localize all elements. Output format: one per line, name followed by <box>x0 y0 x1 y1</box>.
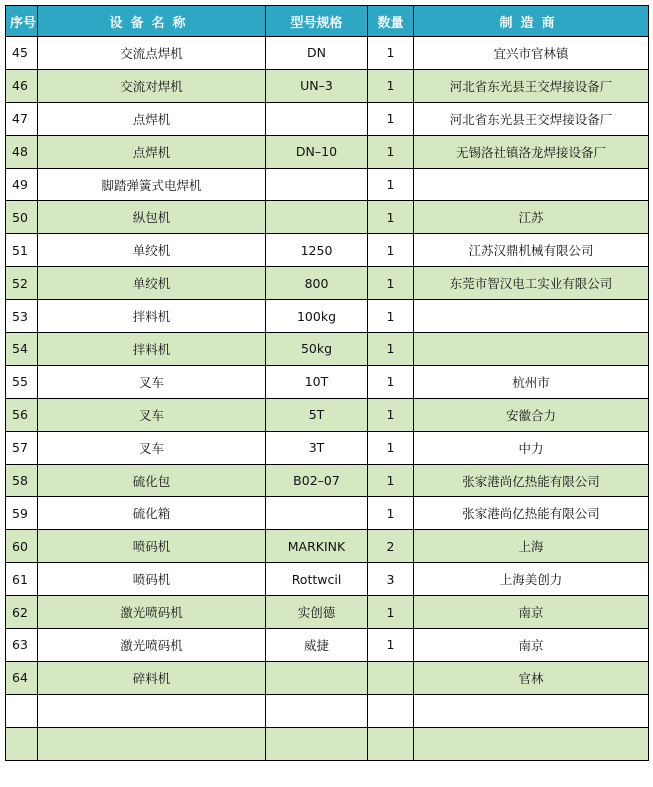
cell-maker <box>414 727 649 760</box>
cell-seq: 45 <box>6 37 38 70</box>
cell-name: 点焊机 <box>38 135 266 168</box>
header-maker: 制造商 <box>414 6 649 37</box>
table-row <box>6 365 649 398</box>
cell-maker: 安徽合力 <box>414 398 649 431</box>
cell-maker: 南京 <box>414 596 649 629</box>
cell-model <box>266 661 368 694</box>
cell-seq: 47 <box>6 102 38 135</box>
cell-name: 叉车 <box>38 431 266 464</box>
table-row <box>6 333 649 366</box>
cell-qty: 1 <box>368 37 414 70</box>
cell-maker: 江苏汉鼎机械有限公司 <box>414 234 649 267</box>
cell-maker: 宜兴市官林镇 <box>414 37 649 70</box>
cell-name: 喷码机 <box>38 530 266 563</box>
cell-name: 激光喷码机 <box>38 596 266 629</box>
cell-maker: 河北省东光县王交焊接设备厂 <box>414 102 649 135</box>
cell-maker: 杭州市 <box>414 365 649 398</box>
cell-seq: 55 <box>6 365 38 398</box>
table-row <box>6 497 649 530</box>
table-row <box>6 201 649 234</box>
cell-maker <box>414 300 649 333</box>
header-qty: 数量 <box>368 6 414 37</box>
cell-qty <box>368 694 414 727</box>
cell-model: DN <box>266 37 368 70</box>
cell-model: B02–07 <box>266 464 368 497</box>
cell-maker: 河北省东光县王交焊接设备厂 <box>414 69 649 102</box>
cell-model: 100kg <box>266 300 368 333</box>
cell-name: 激光喷码机 <box>38 629 266 662</box>
cell-name <box>38 727 266 760</box>
cell-model: 800 <box>266 267 368 300</box>
cell-qty: 1 <box>368 398 414 431</box>
cell-maker: 张家港尚亿热能有限公司 <box>414 497 649 530</box>
cell-qty <box>368 661 414 694</box>
table-row <box>6 135 649 168</box>
cell-maker: 中力 <box>414 431 649 464</box>
cell-seq: 56 <box>6 398 38 431</box>
header-name: 设备名称 <box>38 6 266 37</box>
table-body <box>6 37 649 761</box>
cell-qty: 1 <box>368 168 414 201</box>
table-row <box>6 267 649 300</box>
table-row <box>6 168 649 201</box>
cell-qty: 3 <box>368 563 414 596</box>
cell-model: 1250 <box>266 234 368 267</box>
table-row <box>6 661 649 694</box>
table-row <box>6 398 649 431</box>
cell-name: 硫化包 <box>38 464 266 497</box>
cell-model <box>266 168 368 201</box>
cell-seq: 49 <box>6 168 38 201</box>
table-row <box>6 102 649 135</box>
cell-seq: 57 <box>6 431 38 464</box>
cell-qty: 1 <box>368 234 414 267</box>
cell-model: Rottwcil <box>266 563 368 596</box>
cell-maker <box>414 694 649 727</box>
cell-model: UN–3 <box>266 69 368 102</box>
cell-qty: 1 <box>368 300 414 333</box>
cell-name: 喷码机 <box>38 563 266 596</box>
cell-model: MARKINK <box>266 530 368 563</box>
cell-seq: 58 <box>6 464 38 497</box>
table-header-row <box>6 6 649 37</box>
cell-model: 威捷 <box>266 629 368 662</box>
cell-model <box>266 497 368 530</box>
cell-qty: 1 <box>368 135 414 168</box>
equipment-table <box>5 5 649 761</box>
cell-maker <box>414 333 649 366</box>
table-row <box>6 37 649 70</box>
cell-name: 单绞机 <box>38 267 266 300</box>
cell-name: 交流点焊机 <box>38 37 266 70</box>
cell-name: 叉车 <box>38 365 266 398</box>
cell-model <box>266 727 368 760</box>
table-row <box>6 234 649 267</box>
cell-qty: 1 <box>368 201 414 234</box>
cell-seq: 63 <box>6 629 38 662</box>
cell-seq: 59 <box>6 497 38 530</box>
header-model: 型号规格 <box>266 6 368 37</box>
cell-name <box>38 694 266 727</box>
cell-seq <box>6 727 38 760</box>
cell-model <box>266 201 368 234</box>
cell-seq: 50 <box>6 201 38 234</box>
cell-model: 5T <box>266 398 368 431</box>
cell-qty: 1 <box>368 464 414 497</box>
cell-maker: 江苏 <box>414 201 649 234</box>
cell-name: 脚踏弹簧式电焊机 <box>38 168 266 201</box>
cell-seq: 48 <box>6 135 38 168</box>
cell-name: 单绞机 <box>38 234 266 267</box>
cell-seq <box>6 694 38 727</box>
cell-model <box>266 694 368 727</box>
cell-model: 50kg <box>266 333 368 366</box>
cell-seq: 64 <box>6 661 38 694</box>
cell-seq: 51 <box>6 234 38 267</box>
cell-seq: 60 <box>6 530 38 563</box>
cell-model: 10T <box>266 365 368 398</box>
cell-seq: 53 <box>6 300 38 333</box>
cell-maker <box>414 168 649 201</box>
cell-seq: 62 <box>6 596 38 629</box>
cell-model: 实创德 <box>266 596 368 629</box>
cell-qty: 1 <box>368 629 414 662</box>
cell-qty: 1 <box>368 497 414 530</box>
table-row <box>6 69 649 102</box>
cell-maker: 南京 <box>414 629 649 662</box>
table-row <box>6 530 649 563</box>
cell-qty: 1 <box>368 596 414 629</box>
cell-name: 硫化箱 <box>38 497 266 530</box>
cell-maker: 官林 <box>414 661 649 694</box>
cell-qty: 1 <box>368 365 414 398</box>
table-row <box>6 629 649 662</box>
cell-qty: 1 <box>368 431 414 464</box>
cell-name: 交流对焊机 <box>38 69 266 102</box>
cell-name: 拌料机 <box>38 333 266 366</box>
cell-qty: 1 <box>368 102 414 135</box>
cell-seq: 54 <box>6 333 38 366</box>
table-row <box>6 431 649 464</box>
cell-qty: 1 <box>368 267 414 300</box>
cell-qty: 1 <box>368 333 414 366</box>
cell-name: 点焊机 <box>38 102 266 135</box>
table-row <box>6 596 649 629</box>
cell-name: 拌料机 <box>38 300 266 333</box>
table-row <box>6 300 649 333</box>
cell-seq: 61 <box>6 563 38 596</box>
table-row <box>6 727 649 760</box>
cell-maker: 上海美创力 <box>414 563 649 596</box>
cell-maker: 上海 <box>414 530 649 563</box>
cell-name: 叉车 <box>38 398 266 431</box>
table-row <box>6 464 649 497</box>
cell-name: 碎料机 <box>38 661 266 694</box>
cell-qty <box>368 727 414 760</box>
cell-qty: 1 <box>368 69 414 102</box>
equipment-table-container <box>5 5 648 761</box>
cell-seq: 46 <box>6 69 38 102</box>
cell-qty: 2 <box>368 530 414 563</box>
cell-model: DN–10 <box>266 135 368 168</box>
table-row <box>6 694 649 727</box>
cell-model <box>266 102 368 135</box>
cell-model: 3T <box>266 431 368 464</box>
cell-name: 纵包机 <box>38 201 266 234</box>
cell-seq: 52 <box>6 267 38 300</box>
cell-maker: 东莞市智汉电工实业有限公司 <box>414 267 649 300</box>
header-seq: 序号 <box>6 6 38 37</box>
cell-maker: 张家港尚亿热能有限公司 <box>414 464 649 497</box>
cell-maker: 无锡洛社镇洛龙焊接设备厂 <box>414 135 649 168</box>
table-row <box>6 563 649 596</box>
